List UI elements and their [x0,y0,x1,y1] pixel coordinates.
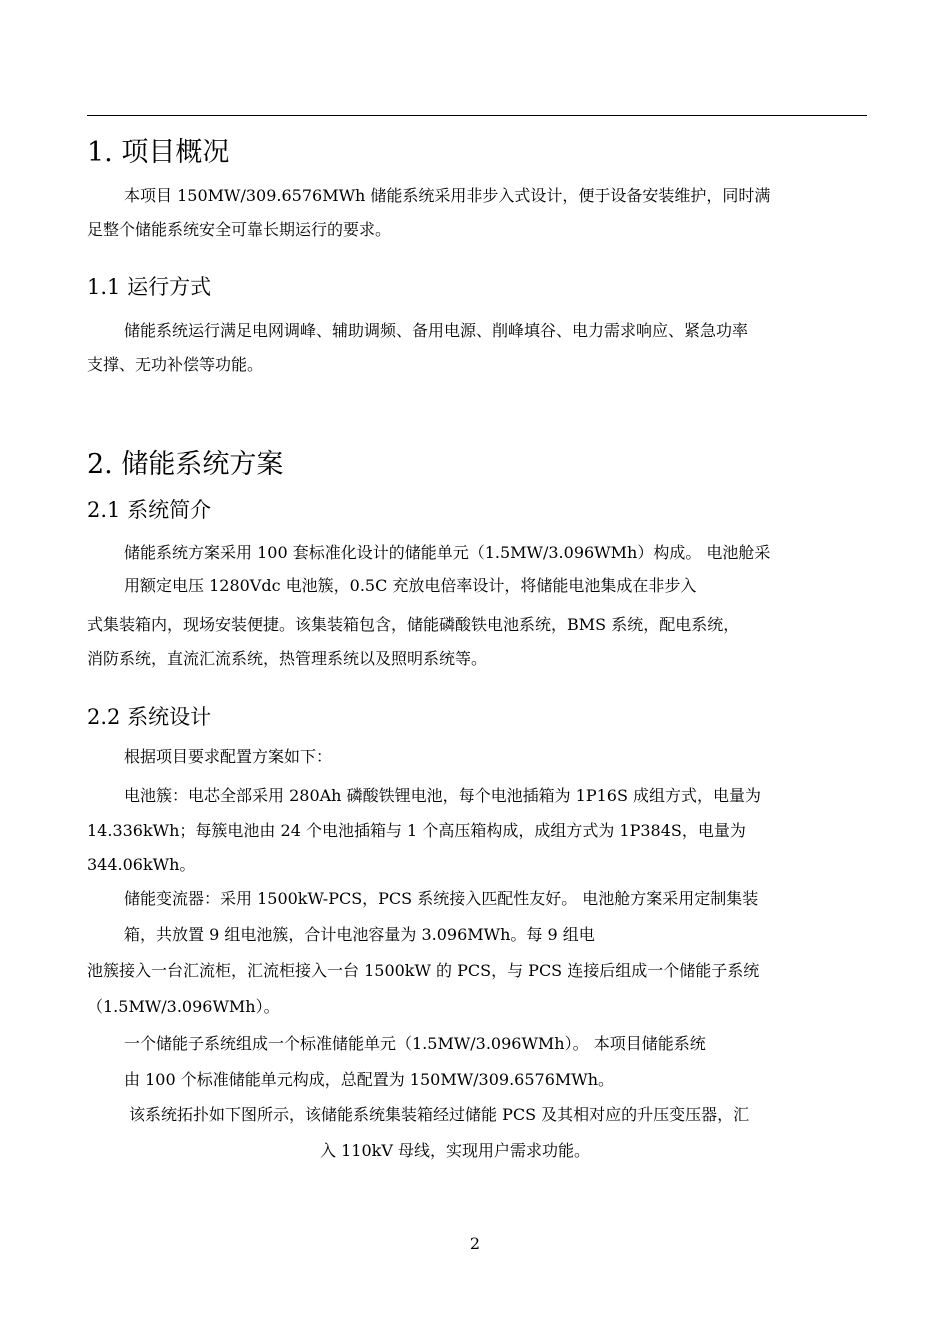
paragraph-line: 电池簇：电芯全部采用 280Ah 磷酸铁锂电池，每个电池插箱为 1P16S 成组方式，电量为 [124,786,762,805]
paragraph-line: 本项目 150MW/309.6576MWh 储能系统采用非步入式设计，便于设备安装维护，同时满 [124,186,771,205]
paragraph-line: 足整个储能系统安全可靠长期运行的要求。 [87,220,392,239]
paragraph-line: 由 100 个标准储能单元构成，总配置为 150MW/309.6576MWh。 [124,1070,615,1089]
paragraph-line: 消防系统，直流汇流系统，热管理系统以及照明系统等。 [87,649,488,668]
paragraph-line: 344.06kWh。 [87,855,196,874]
page-number: 2 [469,1234,481,1253]
paragraph-line: （1.5MW/3.096WMh）。 [87,997,280,1016]
paragraph-line: 入 110kV 母线，实现用户需求功能。 [320,1141,590,1160]
paragraph-line: 用额定电压 1280Vdc 电池簇，0.5C 充放电倍率设计，将储能电池集成在非步入 [124,576,697,595]
paragraph-line: 根据项目要求配置方案如下： [124,747,333,766]
heading-project-overview: 1. 项目概况 [87,137,230,168]
heading-system-design: 2.2 系统设计 [87,705,212,729]
paragraph-line: 该系统拓扑如下图所示，该储能系统集装箱经过储能 PCS 及其相对应的升压变压器，汇 [129,1105,750,1124]
heading-operation-mode: 1.1 运行方式 [87,275,212,299]
heading-storage-scheme: 2. 储能系统方案 [87,449,284,480]
paragraph-line: 池簇接入一台汇流柜，汇流柜接入一台 1500kW 的 PCS，与 PCS 连接后组成一个储能子系统 [87,961,760,980]
paragraph-line: 一个储能子系统组成一个标准储能单元（1.5MW/3.096WMh）。 本项目储能系统 [124,1034,706,1053]
paragraph-line: 储能系统方案采用 100 套标准化设计的储能单元（1.5MW/3.096WMh）构成。 电池舱采 [124,543,771,562]
paragraph-line: 箱，共放置 9 组电池簇，合计电池容量为 3.096MWh。每 9 组电 [124,925,595,944]
header-rule [87,115,867,116]
paragraph-line: 支撑、无功补偿等功能。 [87,355,264,374]
paragraph-line: 式集装箱内，现场安装便捷。该集装箱包含，储能磷酸铁电池系统，BMS 系统，配电系统， [87,615,740,634]
paragraph-line: 储能变流器：采用 1500kW-PCS，PCS 系统接入匹配性友好。 电池舱方案采用定制集装 [124,889,759,908]
paragraph-line: 储能系统运行满足电网调峰、辅助调频、备用电源、削峰填谷、电力需求响应、紧急功率 [124,321,749,340]
paragraph-line: 14.336kWh；每簇电池由 24 个电池插箱与 1 个高压箱构成，成组方式为 1P384S，电量为 [87,821,746,840]
heading-system-intro: 2.1 系统简介 [87,498,212,522]
